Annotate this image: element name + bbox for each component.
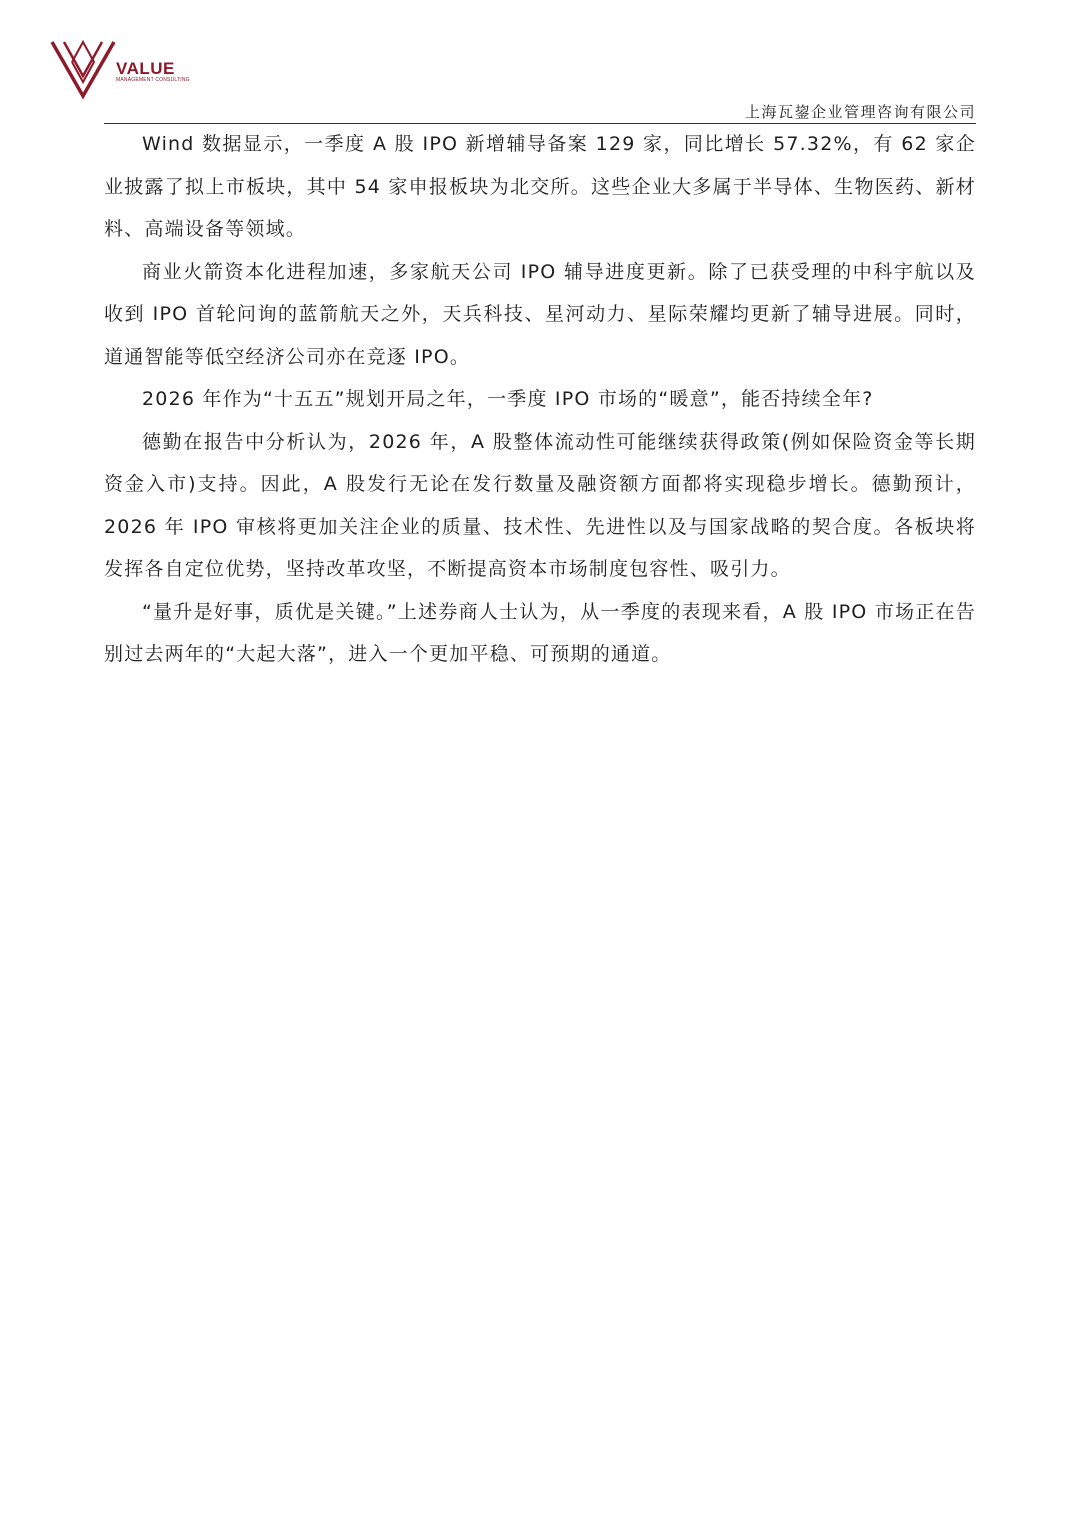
paragraph: 2026 年作为“十五五”规划开局之年，一季度 IPO 市场的“暖意”，能否持续全年?: [142, 388, 874, 410]
company-name: 上海瓦鋆企业管理咨询有限公司: [744, 103, 976, 121]
company-logo: [50, 38, 190, 100]
paragraph: Wind 数据显示，一季度 A 股 IPO 新增辅导备案 129 家，同比增长 57.32%，有 62 家企业披露了拟上市板块，其中 54 家申报板块为北交所。这些企业大多属于半导体、生物医药、新材料、高端设备等领域。: [104, 133, 976, 240]
paragraph: “量升是好事，质优是关键。”上述券商人士认为，从一季度的表现来看，A 股 IPO 市场正在告别过去两年的“大起大落”，进入一个更加平稳、可预期的通道。: [104, 600, 976, 665]
logo-wordmark: VALUE: [116, 59, 175, 78]
logo-subtitle: MANAGEMENT CONSULTING: [116, 77, 190, 83]
paragraph: 德勤在报告中分析认为，2026 年，A 股整体流动性可能继续获得政策(例如保险资金等长期资金入市)支持。因此，A 股发行无论在发行数量及融资额方面都将实现稳步增长。德勤预计，2026 年 IPO 审核将更加关注企业的质量、技术性、先进性以及与国家战略的契合度。各板块将发挥各自定位优势，坚持改革攻坚，不断提高资本市场制度包容性、吸引力。: [104, 430, 976, 580]
paragraph: 商业火箭资本化进程加速，多家航天公司 IPO 辅导进度更新。除了已获受理的中科宇航以及收到 IPO 首轮问询的蓝箭航天之外，天兵科技、星河动力、星际荣耀均更新了辅导进展。同时，道通智能等低空经济公司亦在竞逐 IPO。: [104, 260, 976, 368]
v-monogram-icon: [50, 38, 116, 100]
article-body: [104, 123, 976, 676]
